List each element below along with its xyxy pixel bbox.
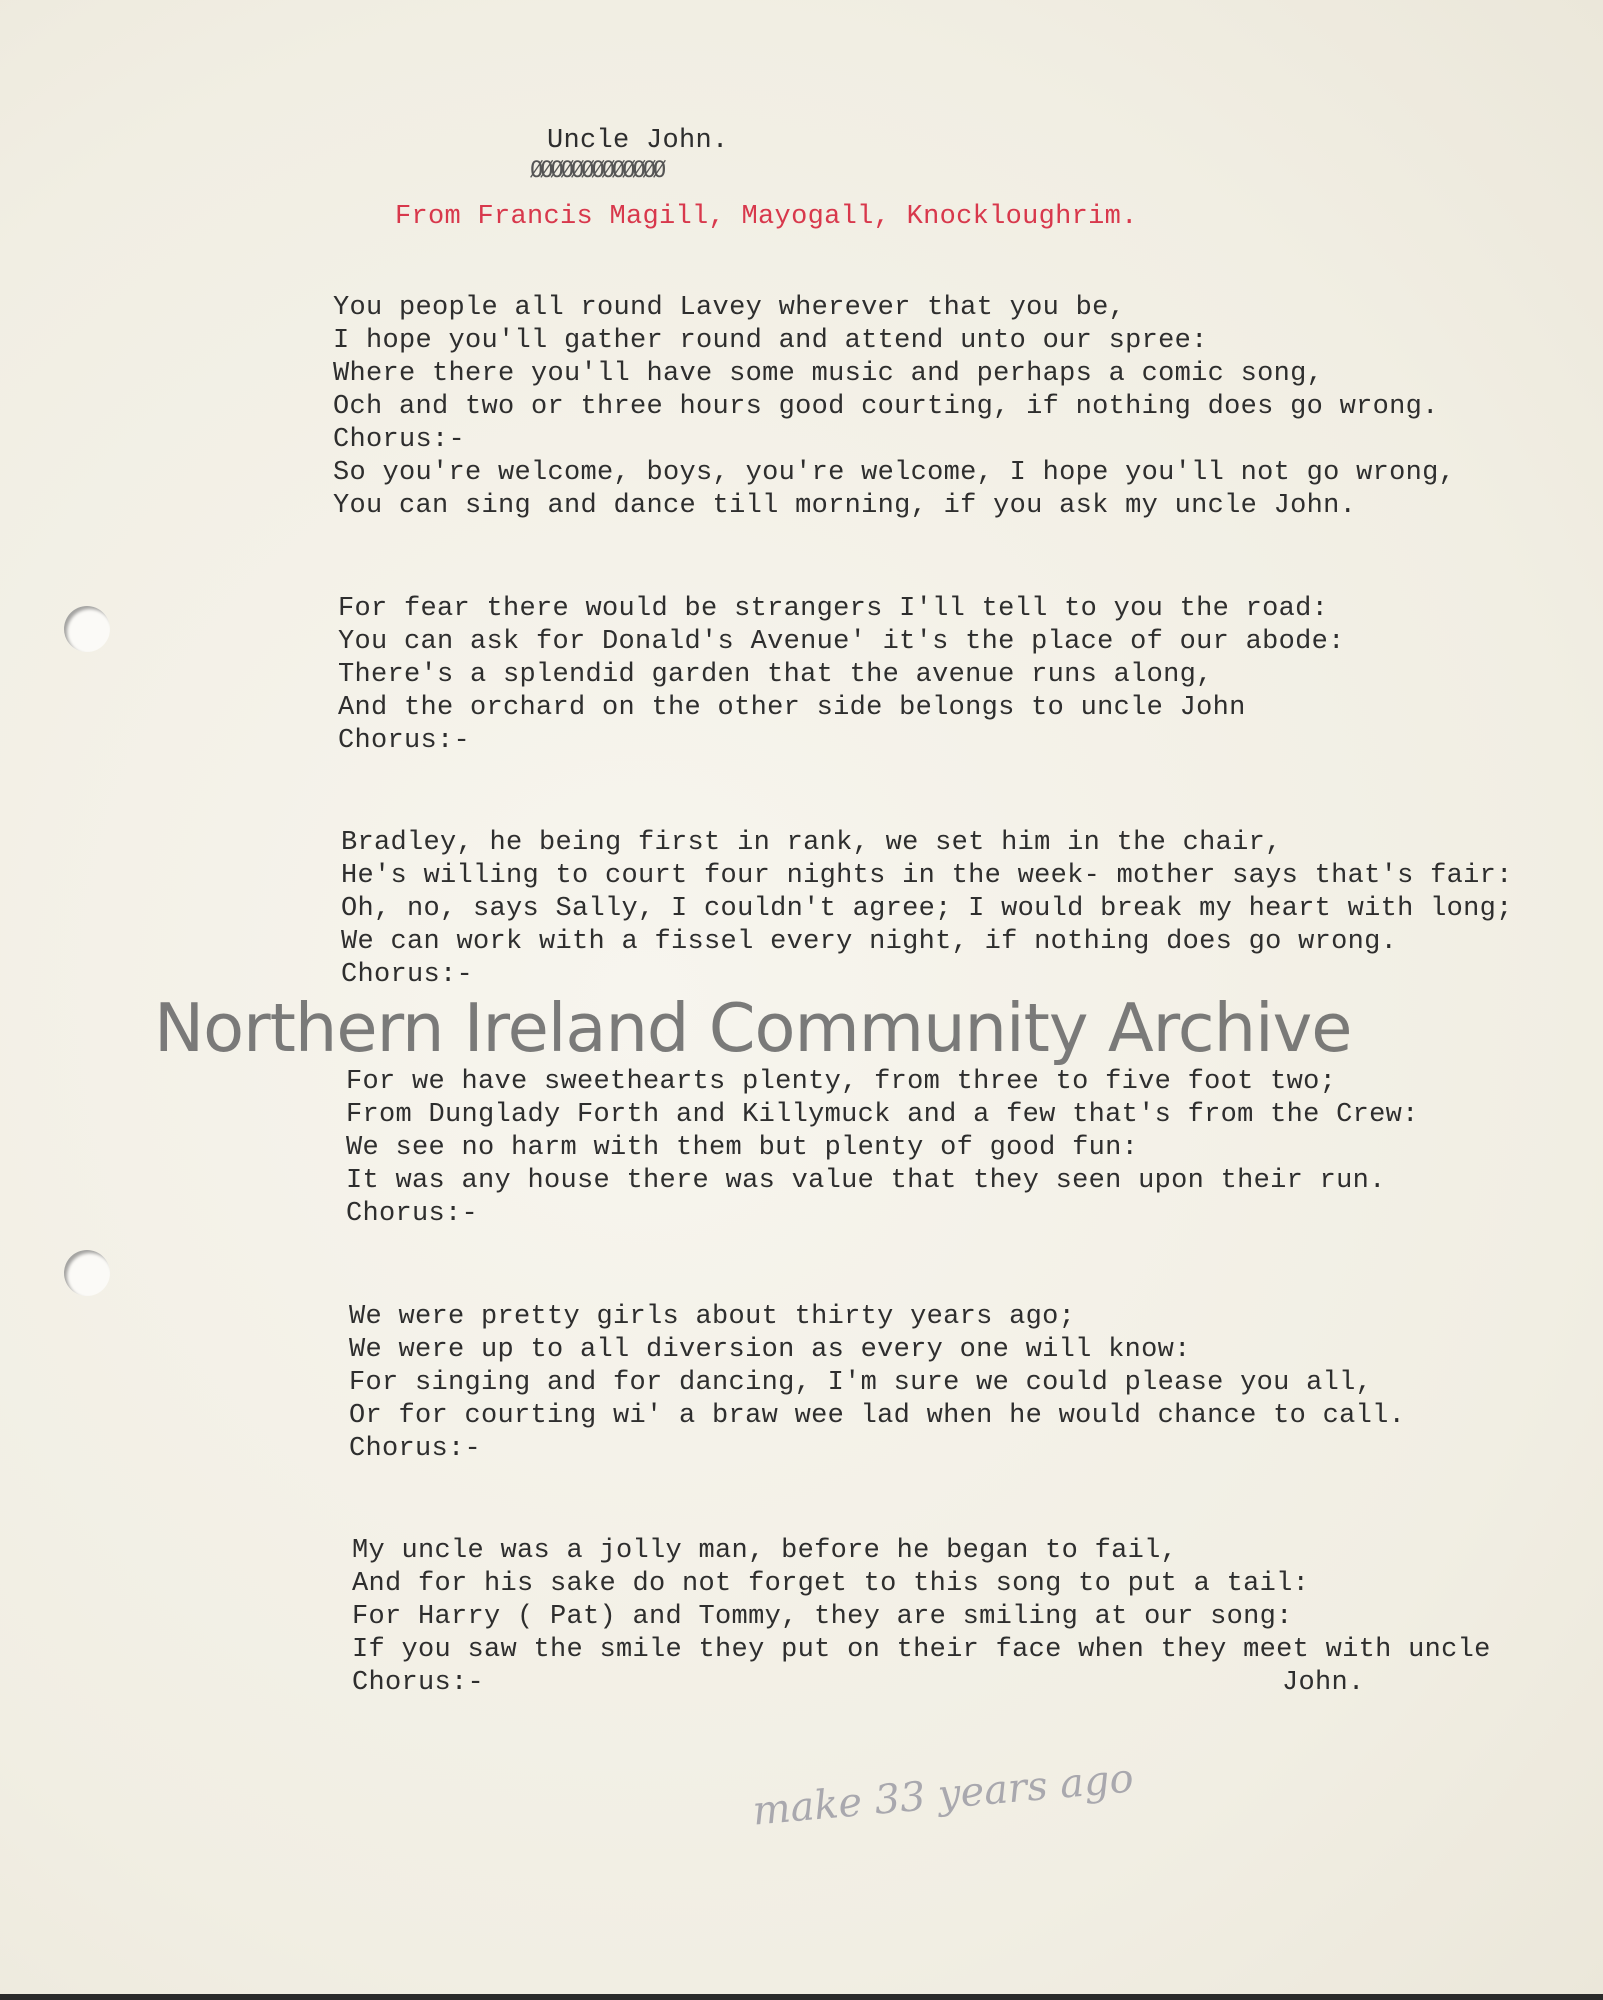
stanza-4 [346,1066,1419,1231]
scan-edge [0,1994,1603,2000]
verse-line: And the orchard on the other side belongs to uncle John [338,693,1246,723]
verse-line: For we have sweethearts plenty, from three to five foot two; [346,1067,1337,1097]
verse-line: We were pretty girls about thirty years ago; [349,1302,1076,1332]
verse-line: Och and two or three hours good courting, if nothing does go wrong. [333,392,1439,422]
stanza-2 [338,593,1345,758]
handwritten-note: make 33 years ago [750,1755,1136,1835]
punch-hole [64,606,110,652]
document-title: Uncle John. [547,126,729,156]
stanza-5 [349,1301,1405,1466]
verse-line: I hope you'll gather round and attend unto our spree: [333,326,1208,356]
chorus-label: Chorus:- [352,1668,485,1698]
verse-line: Or for courting wi' a braw wee lad when he would chance to call. [349,1401,1406,1431]
verse-line: And for his sake do not forget to this song to put a tail: [352,1569,1310,1599]
verse-line: You people all round Lavey wherever that you be, [333,293,1126,323]
verse-line: For singing and for dancing, I'm sure we could please you all, [349,1368,1373,1398]
verse-line: We were up to all diversion as every one will know: [349,1335,1191,1365]
verse-line: It was any house there was value that they seen upon their run. [346,1166,1386,1196]
punch-hole [64,1250,110,1296]
chorus-line: You can sing and dance till morning, if you ask my uncle John. [333,491,1357,521]
chorus-label: Chorus:- [349,1434,482,1464]
verse-line: If you saw the smile they put on their face when they meet with uncle [352,1635,1491,1665]
verse-line: We see no harm with them but plenty of good fun: [346,1133,1139,1163]
title-underline: ØØØØØØØØØØØØØ [530,158,664,183]
chorus-label: Chorus:- [333,425,466,455]
verse-line: He's willing to court four nights in the week- mother says that's fair: [341,861,1513,891]
verse-line: For Harry ( Pat) and Tommy, they are smiling at our song: [352,1602,1293,1632]
verse-line: Where there you'll have some music and perhaps a comic song, [333,359,1324,389]
chorus-label: Chorus:- [341,960,474,990]
chorus-label: Chorus:- [346,1199,479,1229]
verse-line: My uncle was a jolly man, before he began to fail, [352,1536,1178,1566]
chorus-line: So you're welcome, boys, you're welcome, I hope you'll not go wrong, [333,458,1456,488]
verse-line: You can ask for Donald's Avenue' it's the place of our abode: [338,627,1345,657]
verse-line: We can work with a fissel every night, if nothing does go wrong. [341,927,1398,957]
stanza-1 [333,292,1455,523]
source-line: From Francis Magill, Mayogall, Knockloughrim. [395,202,1138,232]
verse-line: From Dunglady Forth and Killymuck and a few that's from the Crew: [346,1100,1419,1130]
line-continuation: John. [1282,1668,1365,1698]
chorus-label: Chorus:- [338,726,471,756]
archive-watermark: Northern Ireland Community Archive [154,989,1352,1067]
verse-line: For fear there would be strangers I'll tell to you the road: [338,594,1329,624]
verse-line: Bradley, he being first in rank, we set him in the chair, [341,828,1282,858]
stanza-3 [341,827,1513,992]
verse-line: There's a splendid garden that the avenue runs along, [338,660,1213,690]
verse-line: Oh, no, says Sally, I couldn't agree; I would break my heart with long; [341,894,1513,924]
